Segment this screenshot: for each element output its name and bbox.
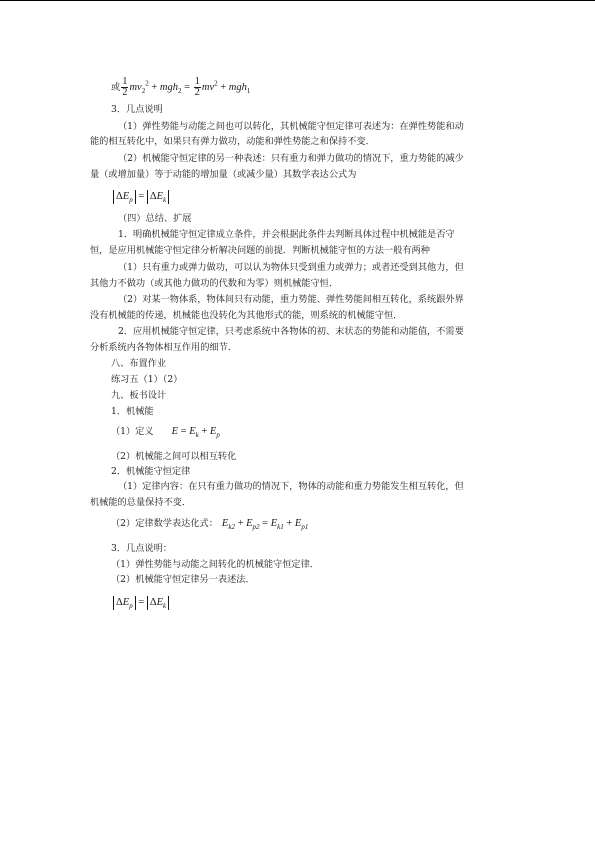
paragraph-line: 练习五（1）（2）	[111, 374, 183, 385]
paragraph-line: 量（或增加量）等于动能的增加量（或减少量）其数学表达公式为	[90, 169, 357, 180]
paragraph-line: 1．明确机械能守恒定律成立条件，并会根据此条件去判断具体过程中机械能是否守	[118, 229, 455, 240]
paragraph-line: （1）弹性势能与动能之间转化的机械能守恒定律．	[111, 559, 319, 570]
fraction-half-left: $\frac{1}{2}$	[122, 76, 128, 99]
delta-energy-equation: $\Delta E_p = \Delta E_k$	[113, 189, 169, 205]
conservation-formula: $E_{k2} + E_{p2} = E_{k1} + E_{p1}$	[221, 518, 309, 532]
paragraph-line: 其他力不做功（或其他力做功的代数和为零）则机械能守恒．	[90, 278, 339, 289]
paragraph-line: 能的相互转化中，如果只有弹力做功，动能和弹性势能之和保持不变．	[90, 136, 375, 147]
paragraph-line: （1）定律内容：在只有重力做功的情况下，物体的动能和重力势能发生相互转化，但	[118, 481, 464, 492]
paragraph-line: 没有机械能的传递，机械能也没转化为其他形式的能，则系统的机械能守恒．	[90, 310, 403, 321]
section-heading: 2．机械能守恒定律	[111, 466, 191, 477]
paragraph-line: 2．应用机械能守恒定律，只考虑系统中各物体的初、末状态的势能和动能值，不需要	[118, 326, 464, 337]
definition-line: （1）定义 $E = E_k + E_p$	[111, 426, 220, 440]
section-heading: 九、板书设计	[111, 390, 167, 401]
paragraph-line: （2）机械能守恒定律另一表述法．	[111, 574, 255, 585]
paragraph-line: （1）弹性势能与动能之间也可以转化，其机械能守恒定律可表述为：在弹性势能和动	[118, 121, 464, 132]
energy-equation: $\frac{1}{2}$ $mv_2^2 + mgh_2$ = $\frac{1}{2}$ $mv^2 + mgh_1$	[122, 76, 251, 99]
section-heading: 3．几点说明：	[111, 543, 172, 554]
paragraph-line: 恒，是应用机械能守恒定律分析解决问题的前提．判断机械能守恒的方法一般有两种	[90, 245, 430, 256]
paragraph-line: （1）只有重力或弹力做功，可以认为物体只受到重力或弹力；或者还受到其他力，但	[118, 262, 464, 273]
top-rule	[0, 0, 595, 1]
paragraph-line: （2）机械能守恒定律的另一种表述：只有重力和弹力做功的情况下，重力势能的减少	[118, 153, 464, 164]
paragraph-line: （2）机械能之间可以相互转化	[111, 451, 237, 462]
fraction-half-right: $\frac{1}{2}$	[194, 76, 200, 99]
section-heading: 1．机械能	[111, 406, 154, 417]
law-formula-line: （2）定律数学表达化式： $E_{k2} + E_{p2} = E_{k1} + E_{p1}$	[111, 518, 309, 532]
delta-energy-equation-board: $\Delta E_p = \Delta E_k$	[113, 595, 169, 611]
section-heading: （四）总结、扩展	[118, 213, 192, 224]
section-heading: 3．几点说明	[111, 104, 163, 115]
paragraph-line: 机械能的总量保持不变．	[90, 497, 192, 508]
energy-definition-formula: $E = E_k + E_p$	[171, 426, 220, 440]
or-text: 或	[111, 82, 121, 93]
paragraph-line: （2）对某一物体系，物体间只有动能，重力势能、弹性势能间相互转化，系统跟外界	[118, 294, 464, 305]
paragraph-line: 分析系统内各物体相互作用的细节．	[90, 342, 237, 353]
energy-formula-line	[111, 75, 250, 101]
section-heading: 八、布置作业	[111, 358, 167, 369]
